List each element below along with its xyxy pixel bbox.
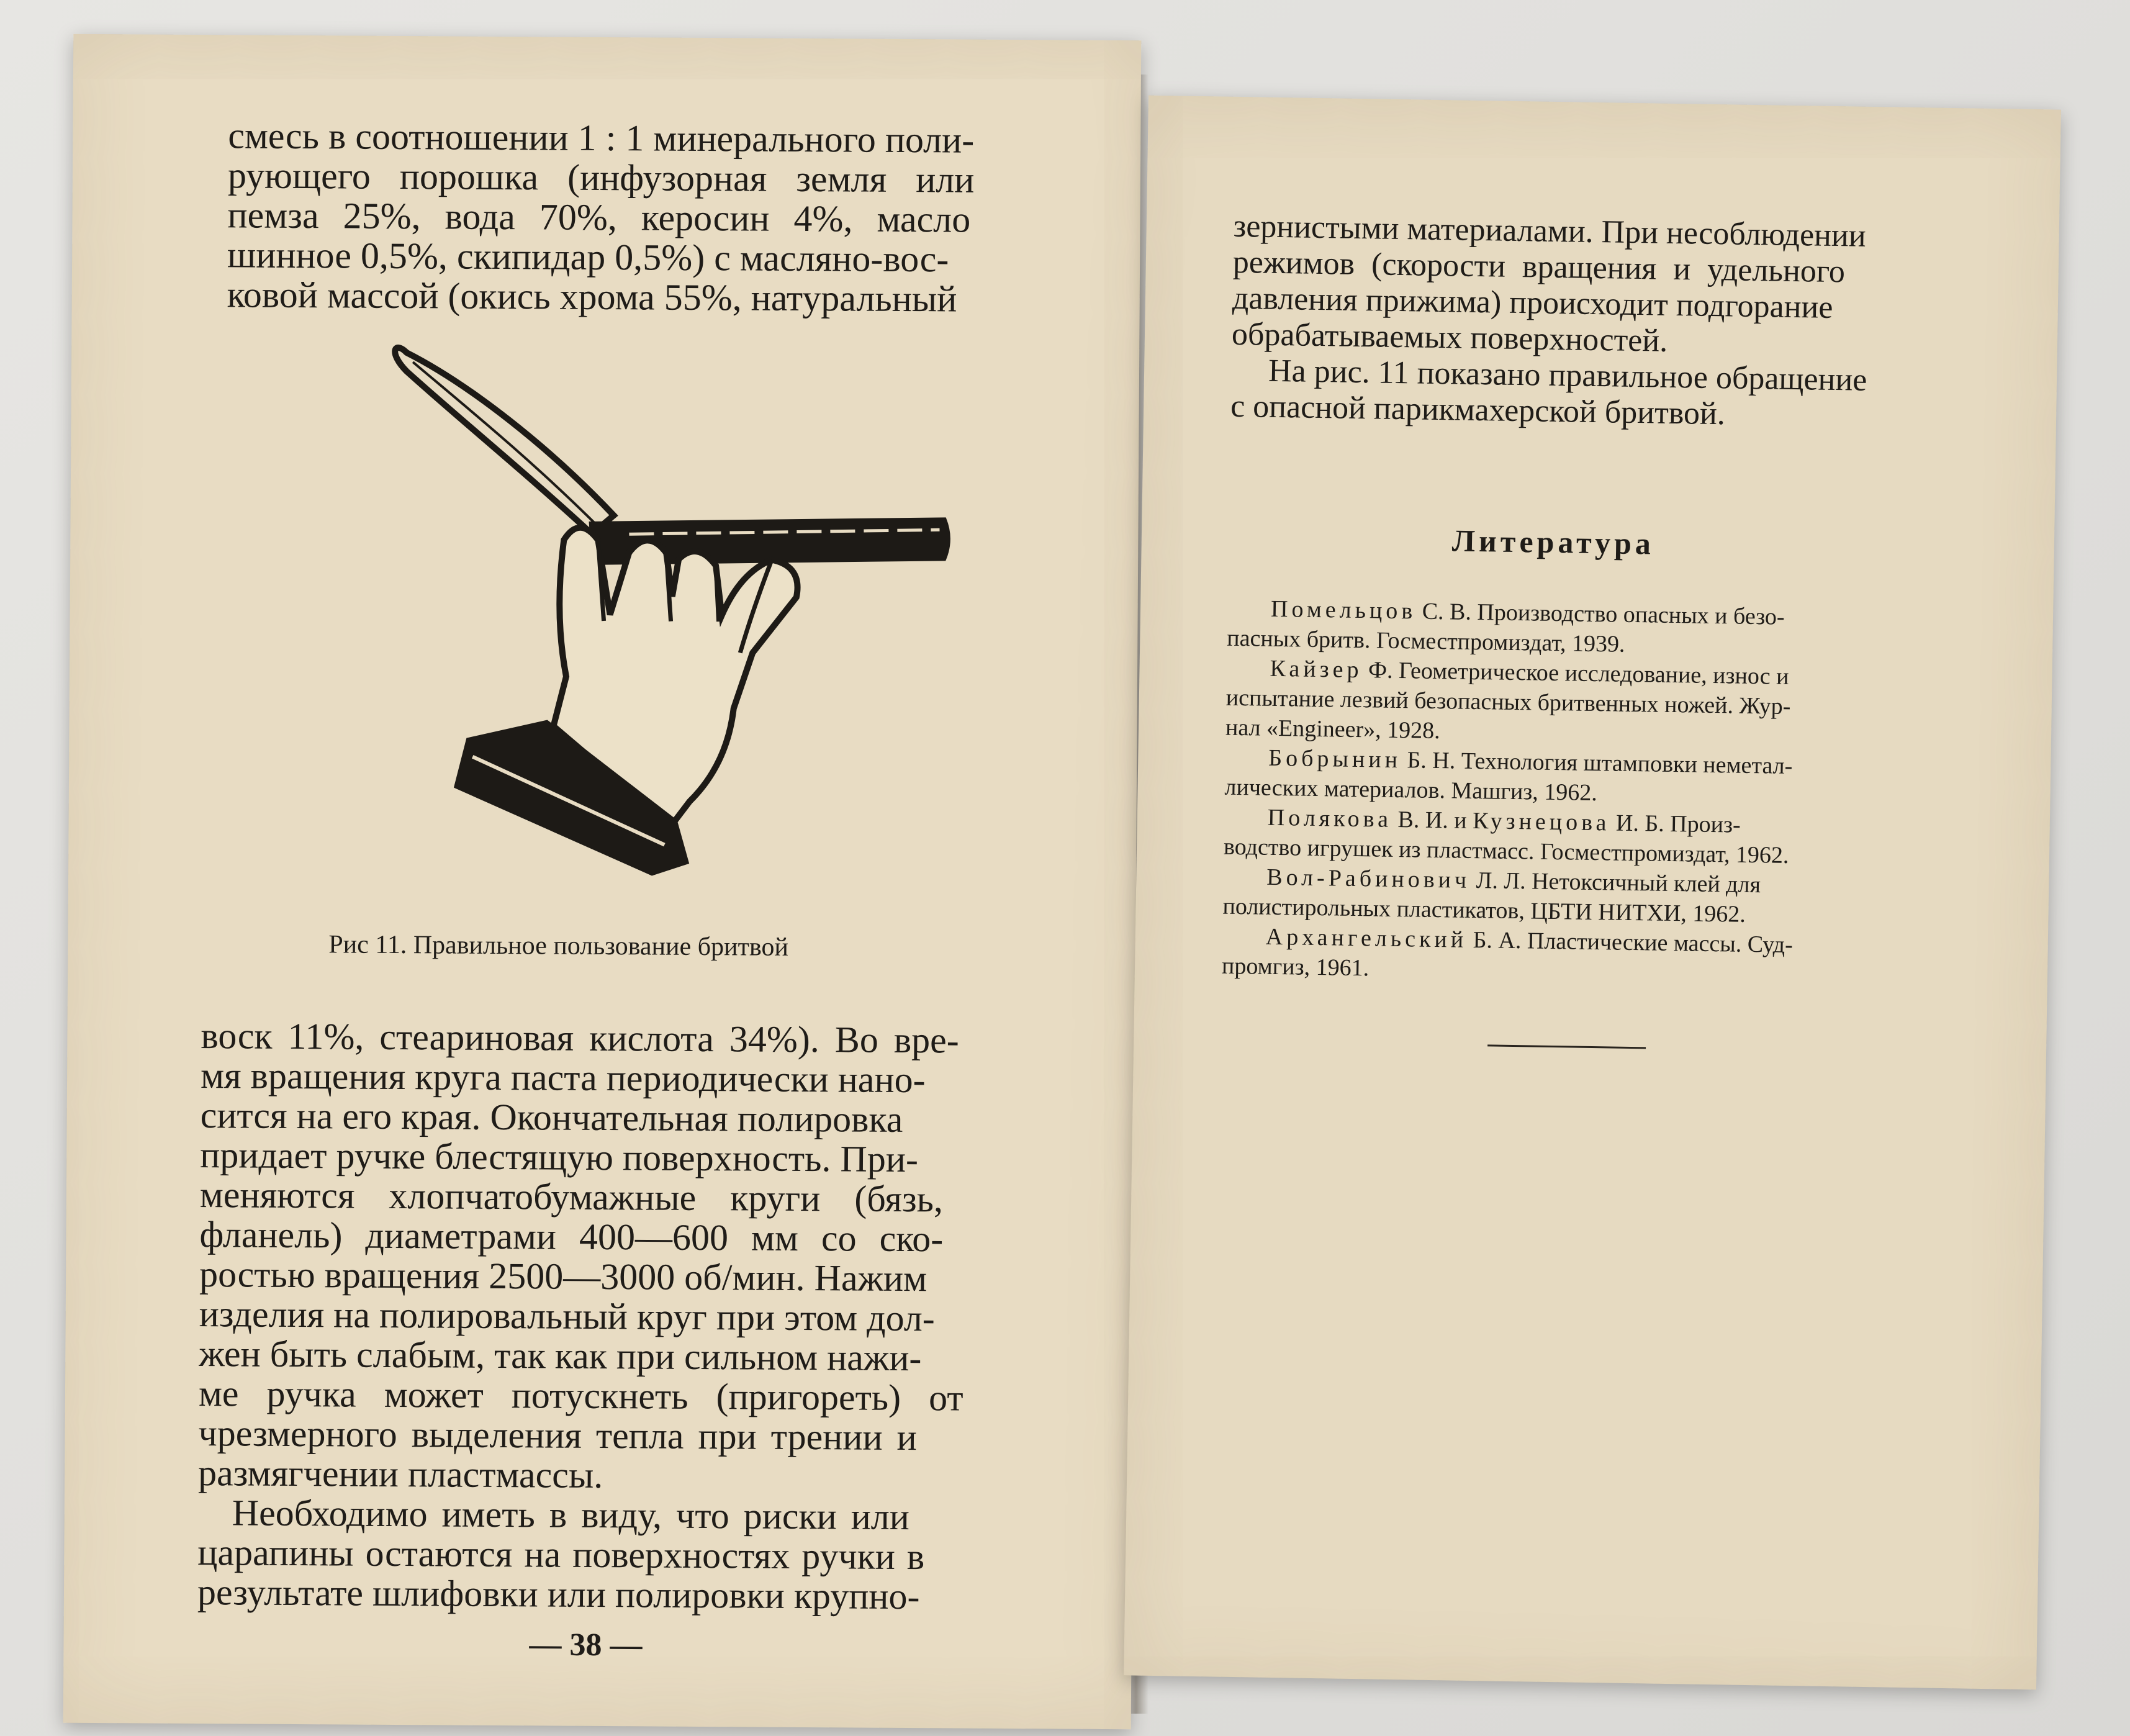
text-line: зернистыми материалами. При несоблюдении	[1233, 208, 1867, 254]
text-line: изделия на полировальный круг при этом дол-	[199, 1293, 935, 1339]
text-line: смесь в соотношении 1 : 1 минерального поли-	[228, 115, 975, 161]
text-line: ростью вращения 2500—3000 об/мин. Нажим	[199, 1254, 927, 1300]
reference-line: испытание лезвий безопасных бритвенных ножей. Жур-	[1225, 684, 1791, 720]
reference-line: лических материалов. Машгиз, 1962.	[1224, 774, 1598, 807]
text-line: обрабатываемых поверхностей.	[1231, 316, 1668, 359]
razor-hand-illustration	[366, 328, 978, 890]
text-line: жен быть слабым, так как при сильном нажи-	[199, 1333, 922, 1379]
text-line: чрезмерного выделения тепла при трении и	[198, 1413, 917, 1458]
text-line: придает ручке блестящую поверхность. При-	[200, 1134, 919, 1180]
text-line: сится на его края. Окончательная полировка	[200, 1095, 903, 1140]
reference-text: Л. Л. Нетоксичный клей для	[1469, 867, 1761, 898]
reference-text: Б. Н. Технология штамповки неметал-	[1401, 747, 1793, 780]
reference-author: Кайзер	[1270, 655, 1363, 684]
reference-text: Б. А. Пластические массы. Суд-	[1466, 926, 1794, 959]
text-line: Необходимо иметь в виду, что риски или	[232, 1492, 910, 1538]
text-line: давления прижима) происходит подгорание	[1232, 280, 1833, 325]
text-line: фланель) диаметрами 400—600 мм со ско-	[199, 1214, 944, 1260]
closing-rule	[1487, 1044, 1646, 1049]
text-line: ковой массой (окись хрома 55%, натуральный	[227, 274, 957, 320]
text-line: пемза 25%, вода 70%, керосин 4%, масло	[227, 194, 971, 240]
reference-line: промгиз, 1961.	[1221, 952, 1370, 982]
text-line: шинное 0,5%, скипидар 0,5%) с масляно-вос-	[227, 234, 949, 280]
reference-line: пасных бритв. Госместпромиздат, 1939.	[1227, 625, 1625, 658]
reference-text: С. В. Производство опасных и безо-	[1415, 598, 1785, 630]
page-number: — 38 —	[529, 1627, 643, 1663]
right-page	[1124, 96, 2061, 1690]
reference-line: нал «Engineer», 1928.	[1225, 714, 1441, 744]
left-page	[63, 34, 1142, 1729]
reference-text: И. Б. Произ-	[1610, 810, 1741, 838]
reference-line: полистирольных пластикатов, ЦБТИ НИТХИ, 1962.	[1222, 893, 1746, 928]
text-line: царапины остаются на поверхностях ручки в	[197, 1532, 925, 1578]
reference-author: Архангельский	[1265, 923, 1468, 953]
text-line: На рис. 11 показано правильное обращение	[1268, 353, 1867, 398]
text-line: воск 11%, стеариновая кислота 34%). Во вре-	[201, 1015, 959, 1061]
text-line: результате шлифовки или полировки крупно-	[197, 1571, 920, 1617]
text-line: ме ручка может потускнеть (пригореть) от	[198, 1373, 963, 1419]
reference-author: Помельцов	[1270, 595, 1417, 625]
reference-author: Бобрынин	[1268, 744, 1402, 774]
text-line: рующего порошка (инфузорная земля или	[227, 155, 975, 201]
reference-text: Ф. Геометрическое исследование, износ и	[1362, 657, 1789, 690]
figure-caption: Рис 11. Правильное пользование бритвой	[328, 930, 789, 962]
reference-line: водство игрушек из пластмасс. Госместпромиздат, 1962.	[1223, 833, 1789, 869]
text-line: мя вращения круга паста периодически нано-	[200, 1055, 926, 1101]
reference-author: Полякова	[1267, 804, 1392, 833]
reference-author: Кузнецова	[1472, 807, 1610, 836]
razor-blade-edge	[412, 362, 599, 527]
literature-heading: Литература	[1451, 523, 1655, 561]
text-line: с опасной парикмахерской бритвой.	[1230, 388, 1726, 432]
text-line: размягчении пластмассы.	[197, 1452, 603, 1496]
reference-author: Вол-Рабинович	[1266, 864, 1471, 893]
reference-text: В. И. и	[1391, 806, 1473, 834]
text-line: режимов (скорости вращения и удельного	[1232, 244, 1846, 290]
text-line: меняются хлопчатобумажные круги (бязь,	[199, 1174, 944, 1220]
